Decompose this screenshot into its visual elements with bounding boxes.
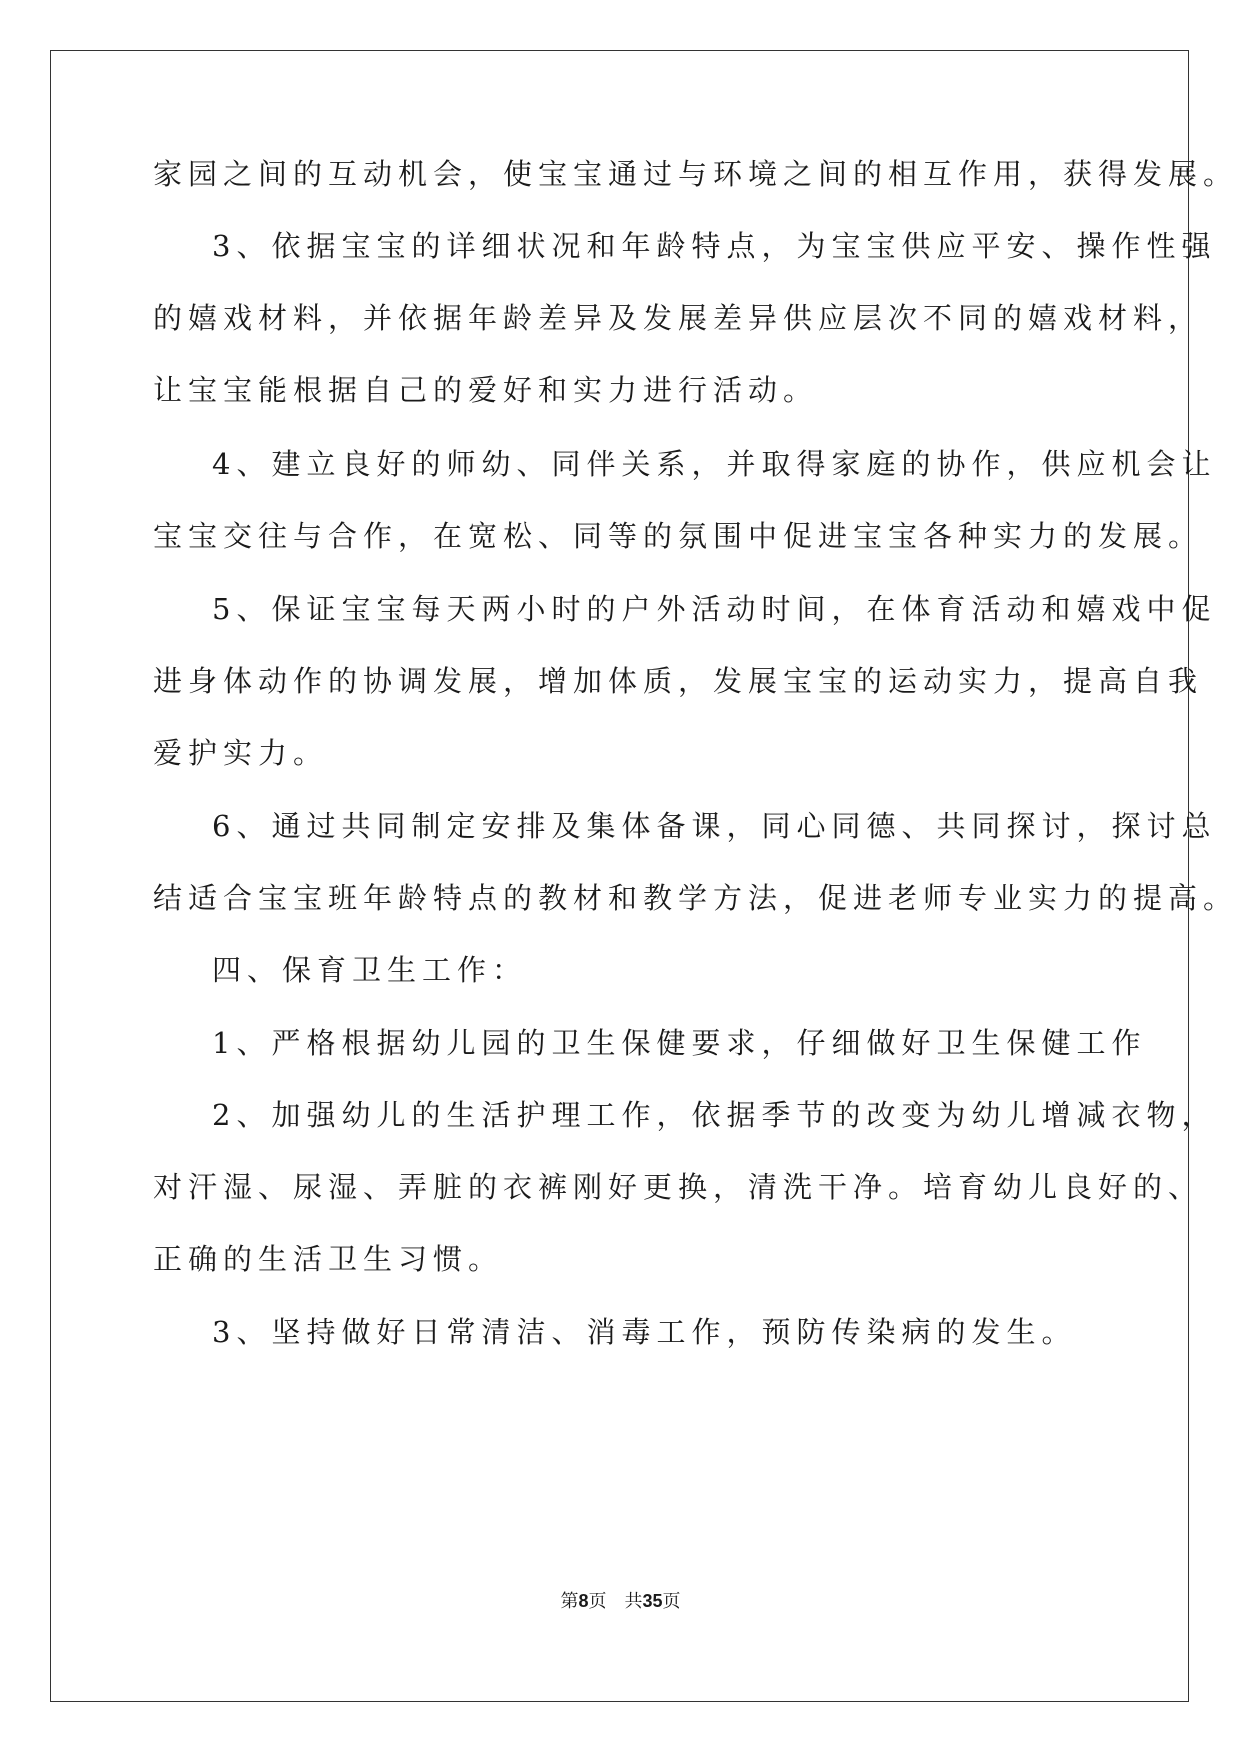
total-pages: 35 bbox=[642, 1591, 663, 1611]
text-line: 的嬉戏材料，并依据年龄差异及发展差异供应层次不同的嬉戏材料， bbox=[153, 301, 1204, 335]
text-line: 结适合宝宝班年龄特点的教材和教学方法，促进老师专业实力的提高。 bbox=[153, 881, 1239, 915]
page-prefix: 第 bbox=[560, 1591, 579, 1612]
text-line: 2、加强幼儿的生活护理工作，依据季节的改变为幼儿增减衣物， bbox=[212, 1098, 1217, 1132]
text-line: 4、建立良好的师幼、同伴关系，并取得家庭的协作，供应机会让 bbox=[212, 447, 1217, 481]
text-line: 家园之间的互动机会，使宝宝通过与环境之间的相互作用，获得发展。 bbox=[153, 157, 1239, 191]
text-line: 正确的生活卫生习惯。 bbox=[153, 1242, 504, 1276]
page-footer bbox=[0, 1589, 1241, 1614]
text-line: 让宝宝能根据自己的爱好和实力进行活动。 bbox=[153, 373, 819, 407]
text-line: 1、严格根据幼儿园的卫生保健要求，仔细做好卫生保健工作 bbox=[212, 1026, 1147, 1060]
text-line: 宝宝交往与合作，在宽松、同等的氛围中促进宝宝各种实力的发展。 bbox=[153, 519, 1204, 553]
total-suffix: 页 bbox=[662, 1591, 681, 1612]
total-prefix: 共 bbox=[624, 1591, 643, 1612]
text-line: 5、保证宝宝每天两小时的户外活动时间，在体育活动和嬉戏中促 bbox=[212, 592, 1217, 626]
page-number: 8 bbox=[578, 1591, 589, 1611]
text-line: 3、坚持做好日常清洁、消毒工作，预防传染病的发生。 bbox=[212, 1315, 1077, 1349]
page-suffix: 页 bbox=[588, 1591, 607, 1612]
text-line: 3、依据宝宝的详细状况和年龄特点，为宝宝供应平安、操作性强 bbox=[212, 229, 1217, 263]
text-line: 进身体动作的协调发展，增加体质，发展宝宝的运动实力，提高自我 bbox=[153, 664, 1204, 698]
text-line: 6、通过共同制定安排及集体备课，同心同德、共同探讨，探讨总 bbox=[212, 809, 1217, 843]
text-line: 爱护实力。 bbox=[153, 736, 329, 770]
text-line: 对汗湿、尿湿、弄脏的衣裤刚好更换，清洗干净。培育幼儿良好的、 bbox=[153, 1170, 1204, 1204]
section-heading: 四、保育卫生工作： bbox=[212, 953, 528, 987]
